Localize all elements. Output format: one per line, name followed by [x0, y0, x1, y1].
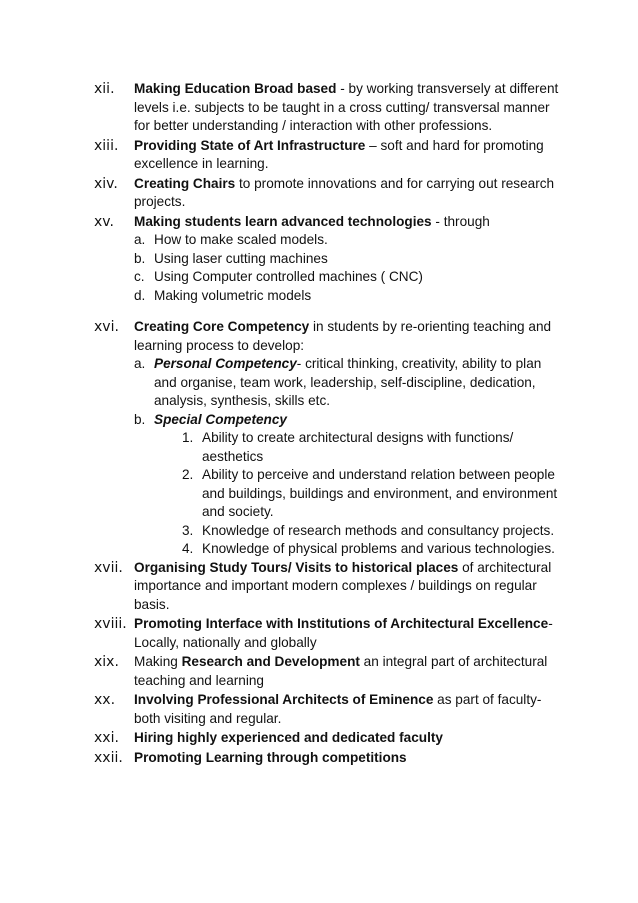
point-marker: 2.: [182, 467, 194, 482]
sub-marker: b.: [134, 411, 146, 427]
sub-text: Making volumetric models: [154, 287, 312, 303]
item-numeral: xxii.: [94, 749, 123, 766]
item-text: - by working transversely at different levels i.e. subjects to be taught in a cross cutting/ transversal manner for better understanding / interaction with other professions.: [134, 81, 559, 133]
list-item-xv: [0, 213, 638, 306]
list-item-xvi: [0, 318, 638, 559]
item-heading: Involving Professional Architects of Eminence: [134, 692, 434, 707]
list-item-xxi: [0, 729, 638, 748]
sub-marker: c.: [134, 269, 145, 284]
point-text: Ability to create architectural designs with functions/ aesthetics: [202, 430, 514, 464]
item-text: to promote innovations and for carrying out research projects.: [134, 175, 555, 209]
list-item-xxii: [0, 749, 638, 768]
item-numeral: xiii.: [94, 137, 119, 154]
list-item-xvii: [0, 559, 638, 615]
sub-item-personal-competency: [134, 355, 566, 411]
sub-title: Personal Competency: [154, 356, 297, 371]
sub-text: Using Computer controlled machines ( CNC): [154, 269, 423, 284]
sub-marker: a.: [134, 232, 146, 247]
item-numeral: xiv.: [94, 175, 118, 192]
item-numeral: xvii.: [94, 559, 123, 576]
item-heading: Research and Development: [181, 654, 360, 669]
point-1: [134, 429, 566, 466]
item-numeral: xv.: [94, 213, 114, 230]
point-text: Knowledge of research methods and consultancy projects.: [202, 522, 555, 538]
item-text: an integral part of architectural teaching and learning: [134, 654, 548, 688]
list-item-xiv: [0, 175, 638, 212]
item-heading: Creating Core Competency: [134, 319, 310, 334]
item-text: as part of faculty- both visiting and regular.: [134, 692, 542, 726]
point-4: [134, 540, 572, 559]
item-numeral: xxi.: [94, 730, 119, 746]
item-heading: Promoting Interface with Institutions of Architectural Excellence: [134, 616, 549, 631]
item-heading: Organising Study Tours/ Visits to historical places: [134, 559, 459, 575]
sub-marker: b.: [134, 250, 146, 266]
sub-item-special-competency: [134, 411, 566, 430]
document-body: [0, 80, 638, 767]
list-item-xii: [0, 80, 638, 136]
item-heading: Making Education Broad based: [134, 81, 337, 96]
sub-text: - critical thinking, creativity, ability to plan and organise, team work, leadership, self-discipline, dedication, analysis, synthesis, skills etc.: [154, 356, 542, 408]
list-item-xviii: [0, 615, 638, 652]
item-heading: Providing State of Art Infrastructure: [134, 137, 366, 153]
sub-title: Special Competency: [154, 411, 287, 427]
item-text: – soft and hard for promoting excellence in learning.: [134, 137, 544, 171]
list-item-xiii: [0, 137, 638, 174]
item-heading: Promoting Learning through competitions: [134, 749, 407, 765]
item-numeral: xviii.: [94, 616, 127, 632]
sub-text: Using laser cutting machines: [154, 250, 328, 266]
item-prefix: Making: [134, 654, 182, 669]
list-item-xix: [0, 653, 638, 690]
sub-item-b: [134, 250, 566, 269]
item-numeral: xii.: [94, 81, 115, 97]
point-text: Knowledge of physical problems and various technologies.: [202, 541, 555, 556]
sub-item-a: [134, 231, 566, 250]
sub-marker: a.: [134, 356, 146, 371]
point-2: [134, 466, 566, 522]
item-heading: Making students learn advanced technologies: [134, 213, 432, 229]
item-text: of architectural importance and important modern complexes / buildings on regular basis.: [134, 559, 552, 612]
item-text: -Locally, nationally and globally: [134, 616, 553, 650]
point-marker: 3.: [182, 522, 194, 538]
item-numeral: xvi.: [94, 319, 119, 335]
sub-marker: d.: [134, 287, 146, 303]
item-numeral: xx.: [94, 692, 116, 708]
item-heading: Hiring highly experienced and dedicated faculty: [134, 730, 443, 745]
sub-text: How to make scaled models.: [154, 232, 328, 247]
item-text: in students by re-orienting teaching and learning process to develop:: [134, 319, 552, 353]
point-text: Ability to perceive and understand relation between people and buildings, buildings and environment, and environment and society.: [202, 467, 558, 519]
item-text: - through: [431, 213, 490, 229]
item-numeral: xix.: [94, 654, 119, 670]
sub-item-d: [134, 287, 566, 306]
point-marker: 1.: [182, 430, 194, 445]
point-marker: 4.: [182, 541, 194, 556]
sub-item-c: [134, 268, 566, 287]
item-heading: Creating Chairs: [134, 175, 236, 191]
list-item-xx: [0, 691, 638, 728]
point-3: [134, 522, 572, 541]
